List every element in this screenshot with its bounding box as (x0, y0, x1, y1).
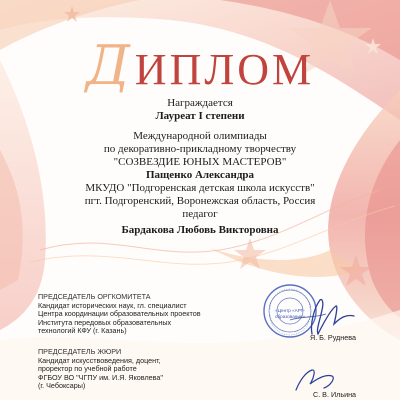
stamp-text: «Центр «АРТ-образование» (274, 308, 305, 319)
award-degree: Лауреат I степени (155, 110, 245, 122)
organizing-committee-line: Центра координации образовательных проектов (38, 309, 201, 319)
organizing-committee-heading: ПРЕДСЕДАТЕЛЬ ОРГКОМИТЕТА (38, 292, 151, 301)
teacher-name: Бардакова Любовь Викторовна (121, 224, 279, 236)
diploma-title (0, 34, 400, 97)
school-location: пгт. Подгоренский, Воронежская область, Россия (84, 195, 316, 207)
jury-signer-name: С. В. Ильина (313, 390, 357, 399)
organizing-committee-line: Кандидат исторических наук, гл. специалист (38, 300, 187, 310)
organizing-committee-line: Института передовых образовательных (38, 317, 172, 327)
jury-heading: ПРЕДСЕДАТЕЛЬ ЖЮРИ (38, 347, 122, 356)
school-name: МКУДО "Подгоренская детская школа искусств" (85, 182, 315, 194)
jury-block (38, 348, 163, 391)
organizing-committee-line: технологий КФУ (г. Казань) (38, 326, 127, 336)
olympiad-field: по декоративно-прикладному творчеству (103, 143, 297, 155)
title-initial: Д (85, 34, 133, 97)
title-rest: ИПЛОМ (134, 45, 315, 94)
jury-line: (г. Чебоксары) (38, 381, 86, 391)
jury-line: Кандидат искусствоведения, доцент, (38, 355, 161, 365)
jury-line: ФГБОУ ВО "ЧГПУ им. И.Я. Яковлева" (38, 372, 163, 382)
organizing-committee-block (38, 293, 201, 336)
teacher-label: педагог (182, 208, 218, 220)
participant-name: Пащенко Александра (145, 169, 255, 181)
award-text (70, 97, 330, 237)
awarded-label: Награждается (167, 97, 233, 109)
contest-name: "СОЗВЕЗДИЕ ЮНЫХ МАСТЕРОВ" (113, 156, 287, 168)
olympiad-name: Международной олимпиады (133, 130, 267, 142)
chairman-signer-name: Я. Б. Руднева (310, 333, 356, 342)
jury-line: проректор по учебной работе (38, 364, 137, 374)
